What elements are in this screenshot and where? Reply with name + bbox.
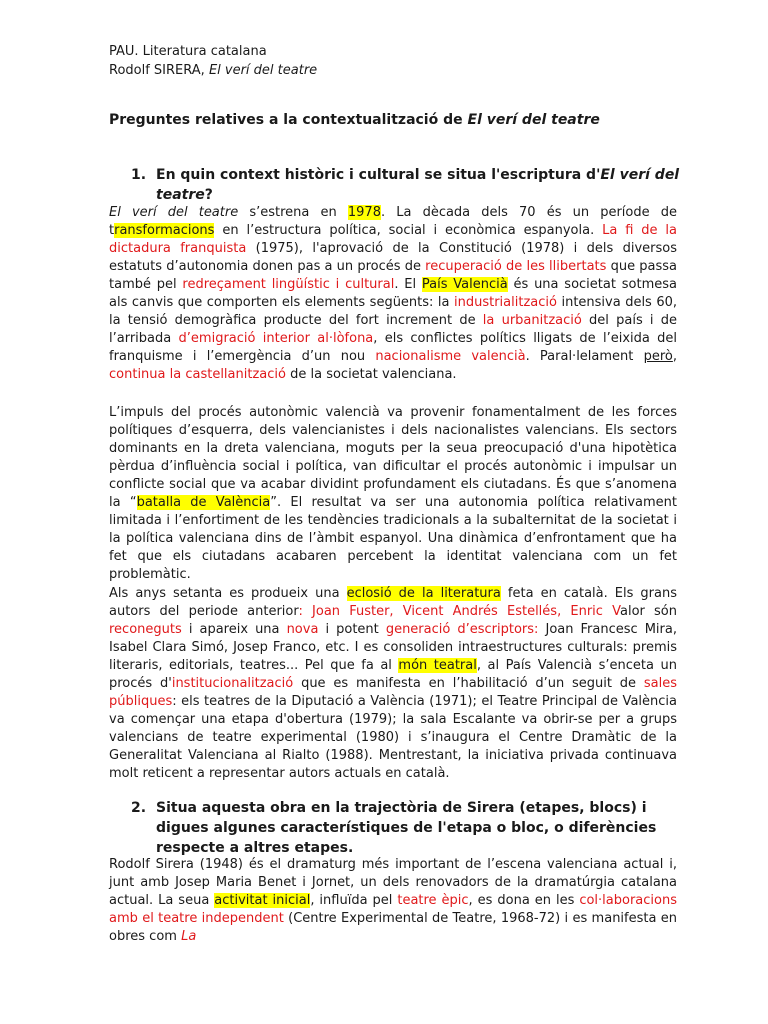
text-run: de la societat valenciana. — [285, 367, 457, 382]
text-run: , — [672, 349, 677, 364]
text-run: col·laboracions amb el teatre independent — [109, 893, 677, 926]
text-run: nacionalisme valencià — [375, 349, 526, 364]
text-run: El verí del teatre — [109, 205, 239, 220]
text-run: feta en català. Els grans autors del periode anterior — [109, 586, 677, 619]
text-run: reconeguts — [109, 622, 182, 637]
text-run: . Paral·lelament — [525, 349, 644, 364]
text-run: recuperació de les llibertats — [425, 259, 607, 274]
text-run: Joan Francesc Mira, Isabel Clara Simó, Josep Franco, etc. I es consoliden intraestructures culturals: premis literaris, editorials, teatres... Pel que fa al — [109, 622, 677, 673]
text-run: sales públiques — [109, 676, 677, 709]
text-run: : els teatres de la Diputació a València (1971); el Teatre Principal de València va començar una etapa d'obertura (1979); la sala Escalante va obrir-se per a grups valencians de teatre experimental (1980) i s’inaugura el Centre Dramàtic de la Generalitat Valenciana al Rialto (1988). Mentrestant, la iniciativa privada continuava molt reticent a representar autors actuals en català. — [109, 694, 677, 781]
text-run: industrialització — [454, 295, 557, 310]
text-run: generació d’escriptors: — [385, 622, 539, 637]
question-1 — [131, 165, 681, 205]
header-author-line — [109, 61, 317, 80]
text-run: activitat inicial — [214, 893, 311, 908]
text-run: però — [643, 349, 673, 364]
text-run: redreçament lingüístic i cultural — [182, 277, 395, 292]
text-run: del país i de l’arribada — [109, 313, 678, 346]
text-run: eclosió de la literatura — [346, 586, 501, 601]
text-run: , influïda pel — [310, 893, 398, 908]
text-run: d’emigració interior al·lòfona — [178, 331, 374, 346]
paragraph-1 — [109, 204, 677, 384]
text-run: L’impuls del procés autonòmic valencià va provenir fonamentalment de les forces polítiques d’esquerra, dels valencianistes i dels nacionalistes valencians. Els sectors dominants en la dreta valenciana, moguts per la seua preocupació d'una hipotètica pèrdua d’influència social i política, van dificultar el procés autonòmic i impulsar un conflicte social que va acabar dividint profundament els ciutadans. És que s’anomena la “ — [109, 405, 677, 510]
text-run: La — [181, 929, 197, 944]
text-run: intensiva dels 60, la tensió demogràfica producte del fort increment de — [109, 295, 677, 328]
page-title-prefix: Preguntes relatives a la contextualització de — [109, 112, 468, 128]
header-course: PAU. Literatura catalana — [109, 44, 267, 59]
text-run: institucionalització — [171, 676, 294, 691]
text-run: La fi de la dictadura franquista — [109, 223, 677, 256]
document-header — [109, 42, 317, 80]
text-run: món teatral — [398, 658, 477, 673]
text-run: ransformacions — [114, 223, 215, 238]
page-title-work: El verí del teatre — [467, 112, 600, 128]
text-run: i apareix una — [181, 622, 287, 637]
text-run: alor són — [619, 604, 677, 619]
text-run: País Valencià — [421, 277, 508, 292]
text-run: Rodolf Sirera (1948) és el dramaturg més important de l’escena valenciana actual i, junt amb Josep Maria Benet i Jornet, un dels renovadors de la dramatúrgia catalana actual. La seua — [109, 857, 677, 908]
question-1-work: El verí del teatre — [156, 167, 680, 203]
question-1-prefix: En quin context històric i cultural se situa l'escriptura d' — [156, 167, 601, 183]
paragraph-2 — [109, 404, 677, 584]
text-run: que passa també pel — [109, 259, 677, 292]
text-run: . La dècada dels 70 és un període de t — [109, 205, 677, 238]
text-run: , els conflictes polítics lligats de l’eixida del franquisme i l’emergència d’un nou — [109, 331, 677, 364]
text-run: ”. El resultat va ser una autonomia política relativament limitada i l’enfortiment de les tendències tradicionals a la subalternitat de la societat i la política valenciana dins de l’àmbit espanyol. Una dinàmica d’enfrontament que ha fet que els ciutadans acabaren percebent la identitat valenciana com un fet problemàtic. — [109, 495, 677, 582]
text-run: que es manifesta en l’habilitació d’un seguit de — [293, 676, 644, 691]
text-run: Als anys setanta es produeix una — [109, 586, 347, 601]
question-1-number: 1. — [131, 167, 147, 183]
text-run: (Centre Experimental de Teatre, 1968-72) i es manifesta en obres com — [109, 911, 678, 944]
question-1-suffix: ? — [204, 187, 213, 203]
text-run: en l’estructura política, social i econòmica espanyola. — [214, 223, 603, 238]
text-run: batalla de València — [136, 495, 271, 510]
text-run: continua la castellanització — [109, 367, 286, 382]
question-1-text — [131, 165, 681, 205]
text-run: i potent — [318, 622, 386, 637]
page-title — [109, 112, 600, 128]
text-run: : Joan Fuster, Vicent Andrés Estellés, Enric V — [298, 604, 620, 619]
text-run: teatre èpic — [397, 893, 469, 908]
paragraph-3 — [109, 585, 677, 783]
header-work-title: El verí del teatre — [208, 63, 318, 78]
question-2-number: 2. — [131, 800, 147, 816]
paragraph-4 — [109, 856, 677, 946]
text-run: nova — [286, 622, 319, 637]
text-run: s’estrena en — [238, 205, 348, 220]
text-run: , es dona en les — [468, 893, 580, 908]
text-run: , al País Valencià s’enceta un procés d' — [109, 658, 677, 691]
text-run: és una societat sotmesa als canvis que comporten els elements següents: la — [109, 277, 677, 310]
text-run: 1978 — [347, 205, 381, 220]
text-run: la urbanització — [482, 313, 582, 328]
question-2 — [131, 798, 681, 858]
question-2-text: Situa aquesta obra en la trajectòria de Sirera (etapes, blocs) i digues algunes característiques de l'etapa o bloc, o diferències respecte a altres etapes. — [156, 800, 657, 856]
text-run: . El — [394, 277, 422, 292]
text-run: (1975), l'aprovació de la Constitució (1978) i dels diversos estatuts d’autonomia donen pas a un procés de — [109, 241, 678, 274]
header-author: Rodolf SIRERA, — [109, 63, 209, 78]
